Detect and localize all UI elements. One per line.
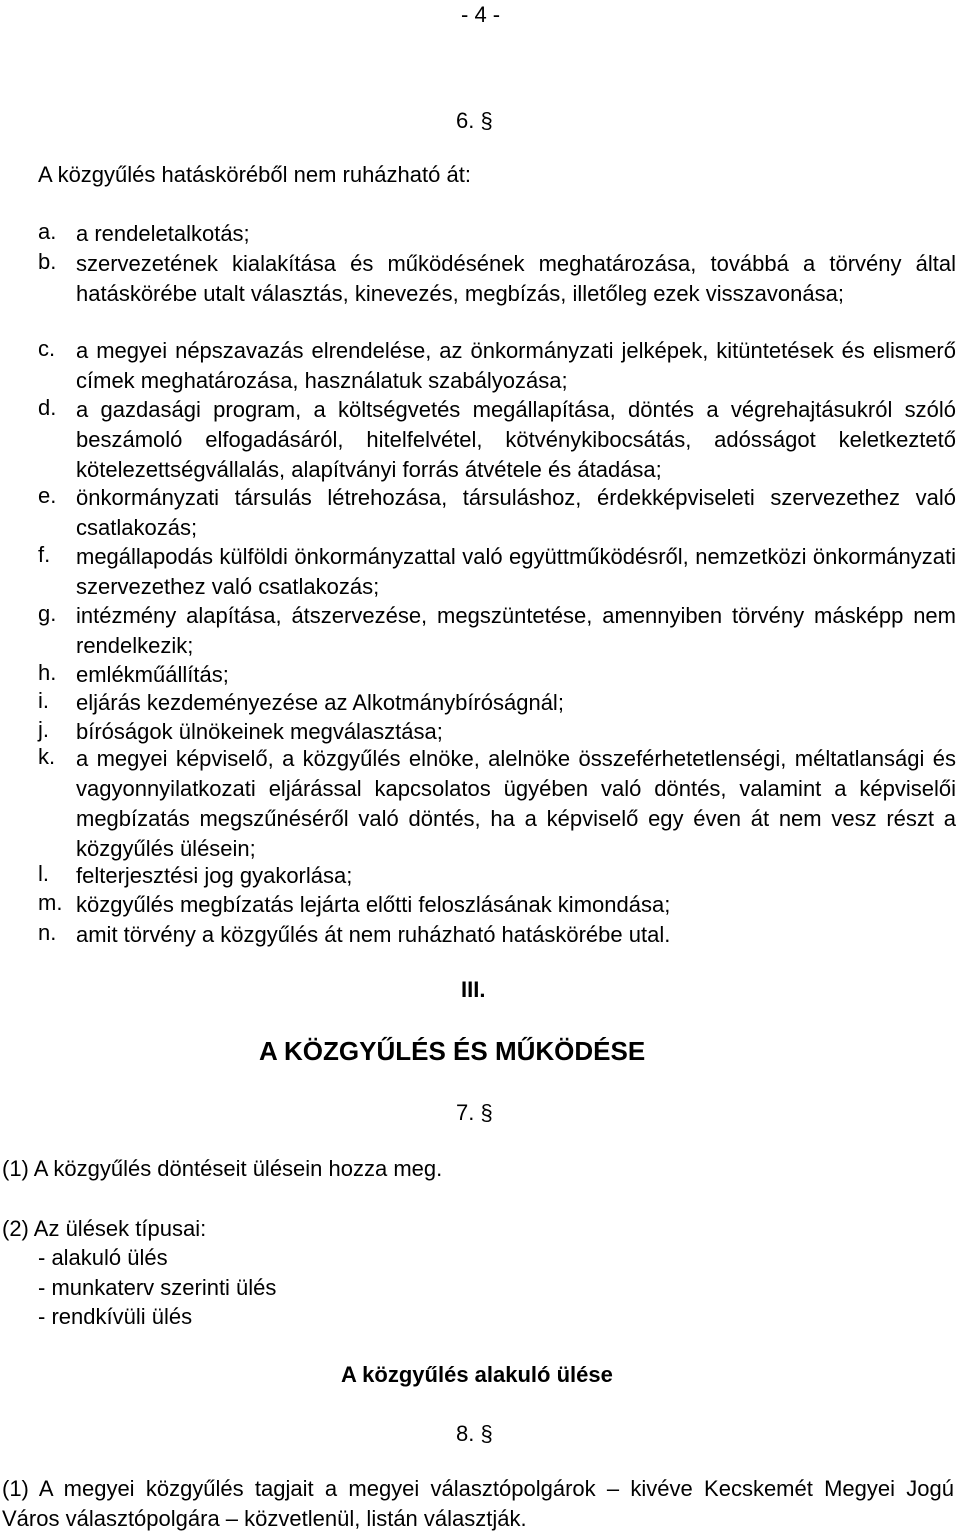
chapter-title: A KÖZGYŰLÉS ÉS MŰKÖDÉSE	[259, 1036, 646, 1066]
section-7-para-2-intro: (2) Az ülések típusai:	[2, 1216, 207, 1241]
section-6-heading: 6. §	[456, 108, 493, 133]
list-item	[38, 601, 956, 661]
meeting-type-item: - munkaterv szerinti ülés	[38, 1275, 277, 1300]
list-item-text: a gazdasági program, a költségvetés megállapítása, döntés a végrehajtásukról szóló beszámoló elfogadásáról, hitelfelvétel, kötvénykibocsátás, adósságot keletkeztető kötelezettségvállalás, alapítványi forrás átvétele és átadása;	[76, 397, 956, 482]
list-item	[38, 688, 956, 718]
list-item-text: a megyei képviselő, a közgyűlés elnöke, alelnöke összeférhetetlenségi, méltatlansági és vagyonnyilatkozati eljárással kapcsolatos ügyében való döntés, valamint a képviselői megbízatás megszűnéséről való döntés, ha a képviselő egy éven át nem vesz részt a közgyűlés ülésein;	[76, 746, 956, 861]
section-6-intro: A közgyűlés hatásköréből nem ruházható át:	[38, 162, 471, 187]
list-item-text: a megyei népszavazás elrendelése, az önkormányzati jelképek, kitüntetések és elismerő címek meghatározása, használatuk szabályozása;	[76, 338, 956, 393]
list-item-letter: b.	[38, 249, 57, 274]
list-item	[38, 660, 956, 690]
list-item	[38, 717, 956, 747]
list-item-text: megállapodás külföldi önkormányzattal való együttműködésről, nemzetközi önkormányzati szervezethez való csatlakozás;	[76, 544, 956, 599]
list-item	[38, 249, 956, 309]
list-item-letter: f.	[38, 542, 51, 567]
section-7-heading: 7. §	[456, 1100, 493, 1125]
page-number: - 4 -	[461, 2, 501, 27]
list-item-letter: d.	[38, 395, 57, 420]
list-item	[38, 336, 956, 396]
list-item	[38, 219, 956, 249]
list-item	[38, 920, 956, 950]
list-item-letter: n.	[38, 920, 57, 945]
list-item-text: eljárás kezdeményezése az Alkotmánybíróságnál;	[76, 690, 564, 715]
list-item-letter: g.	[38, 601, 57, 626]
list-item	[38, 890, 956, 920]
section-8-para-1: (1) A megyei közgyűlés tagjait a megyei választópolgárok – kivéve Kecskemét Megyei Jogú Város választópolgára – közvetlenül, listán választják.	[2, 1476, 954, 1531]
list-item-letter: h.	[38, 660, 57, 685]
list-item-letter: a.	[38, 219, 57, 244]
list-item-text: a rendeletalkotás;	[76, 221, 250, 246]
list-item-text: intézmény alapítása, átszervezése, megszüntetése, amennyiben törvény másképp nem rendelkezik;	[76, 603, 956, 658]
section-8-heading: 8. §	[456, 1421, 493, 1446]
section-7-para-1: (1) A közgyűlés döntéseit ülésein hozza meg.	[2, 1156, 443, 1181]
meeting-type-item: - alakuló ülés	[38, 1245, 168, 1270]
list-item	[38, 861, 956, 891]
list-item-text: szervezetének kialakítása és működésének meghatározása, továbbá a törvény által hatáskörébe utalt választás, kinevezés, megbízás, illetőleg ezek visszavonása;	[76, 251, 956, 306]
list-item-letter: c.	[38, 336, 56, 361]
list-item	[38, 542, 956, 602]
chapter-number: III.	[461, 977, 486, 1002]
list-item-text: bíróságok ülnökeinek megválasztása;	[76, 719, 443, 744]
list-item-text: emlékműállítás;	[76, 662, 229, 687]
list-item-letter: m.	[38, 890, 63, 915]
list-item-letter: i.	[38, 688, 49, 713]
list-item	[38, 483, 956, 543]
list-item-text: közgyűlés megbízatás lejárta előtti feloszlásának kimondása;	[76, 892, 671, 917]
list-item-text: önkormányzati társulás létrehozása, társuláshoz, érdekképviseleti szervezethez való csatlakozás;	[76, 485, 956, 540]
meeting-type-item: - rendkívüli ülés	[38, 1304, 193, 1329]
list-item	[38, 395, 956, 485]
list-item-letter: j.	[38, 717, 49, 742]
list-item	[38, 744, 956, 864]
list-item-text: amit törvény a közgyűlés át nem ruházható hatáskörébe utal.	[76, 922, 671, 947]
subheading: A közgyűlés alakuló ülése	[341, 1362, 613, 1387]
list-item-letter: e.	[38, 483, 57, 508]
list-item-text: felterjesztési jog gyakorlása;	[76, 863, 353, 888]
list-item-letter: k.	[38, 744, 56, 769]
list-item-letter: l.	[38, 861, 49, 886]
